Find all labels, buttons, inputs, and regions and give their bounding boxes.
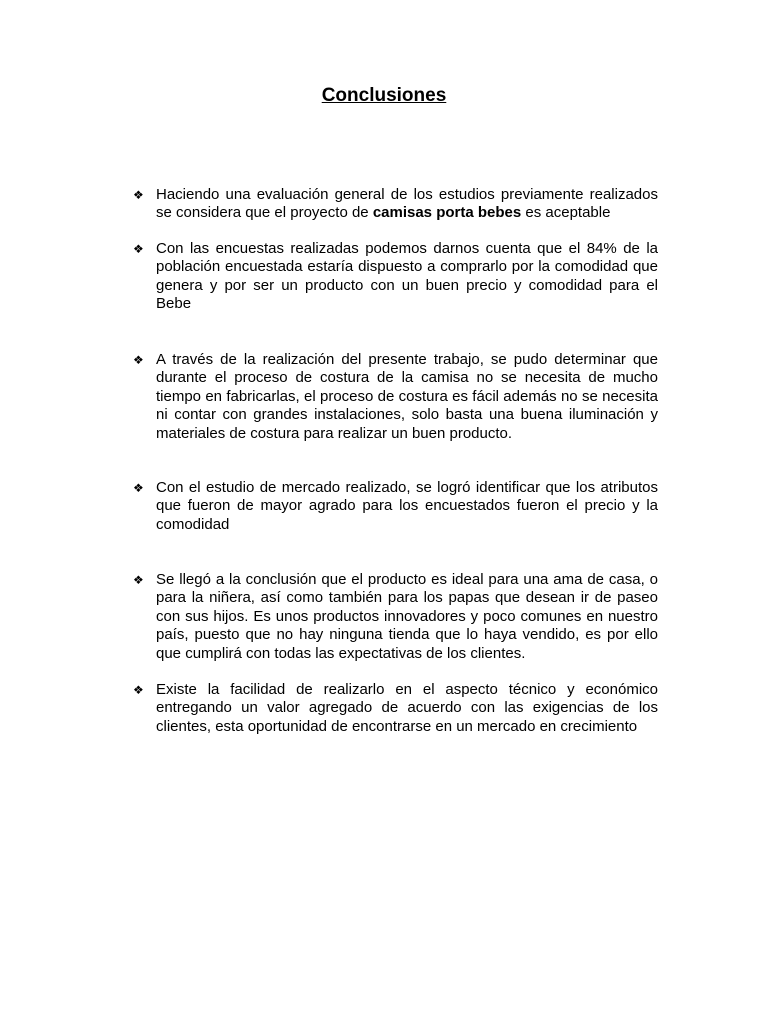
- list-item: [133, 571, 658, 663]
- list-item-text-bold: camisas porta bebes: [372, 204, 522, 222]
- diamond-bullet-icon: ❖: [133, 573, 144, 587]
- diamond-bullet-icon: ❖: [133, 353, 144, 367]
- list-item: [133, 186, 658, 223]
- diamond-bullet-icon: ❖: [133, 683, 144, 697]
- list-item-text: [156, 186, 658, 223]
- diamond-bullet-icon: ❖: [133, 481, 144, 495]
- list-item: [133, 351, 658, 443]
- list-item: [133, 479, 658, 534]
- diamond-bullet-icon: ❖: [133, 242, 144, 256]
- list-item-text: Con las encuestas realizadas podemos darnos cuenta que el 84% de la población encuestada estaría dispuesto a comprarlo por la comodidad que genera y por ser un producto con un buen precio y comodidad para el Bebe: [156, 240, 658, 313]
- list-item-text: Se llegó a la conclusión que el producto es ideal para una ama de casa, o para la niñera, así como también para los papas que desean ir de paseo con sus hijos. Es unos productos innovadores y poco comunes en nuestro país, puesto que no hay ninguna tienda que lo haya vendido, es por ello que cumplirá con todas las expectativas de los clientes.: [156, 571, 658, 662]
- list-item-text-end: es aceptable: [521, 204, 611, 222]
- page-title: Conclusiones: [321, 85, 447, 106]
- list-item-text: Con el estudio de mercado realizado, se logró identificar que los atributos que fueron de mayor agrado para los encuestados fueron el precio y la comodidad: [156, 479, 658, 533]
- list-item: [133, 681, 658, 736]
- list-item-text: A través de la realización del presente trabajo, se pudo determinar que durante el proceso de costura de la camisa no se necesita de mucho tiempo en fabricarlas, el proceso de costura es fácil además no se necesita ni contar con grandes instalaciones, solo basta una buena iluminación y materiales de costura para realizar un buen producto.: [156, 351, 658, 442]
- list-item: [133, 240, 658, 314]
- list-item-text: Existe la facilidad de realizarlo en el aspecto técnico y económico entregando un valor agregado de acuerdo con las exigencias de los clientes, esta oportunidad de encontrarse en un mercado en crecimiento: [156, 681, 658, 735]
- diamond-bullet-icon: ❖: [133, 188, 144, 202]
- list-item-text-start: Haciendo una evaluación general de los estudios previamente realizados se considera que el proyecto de: [156, 186, 658, 222]
